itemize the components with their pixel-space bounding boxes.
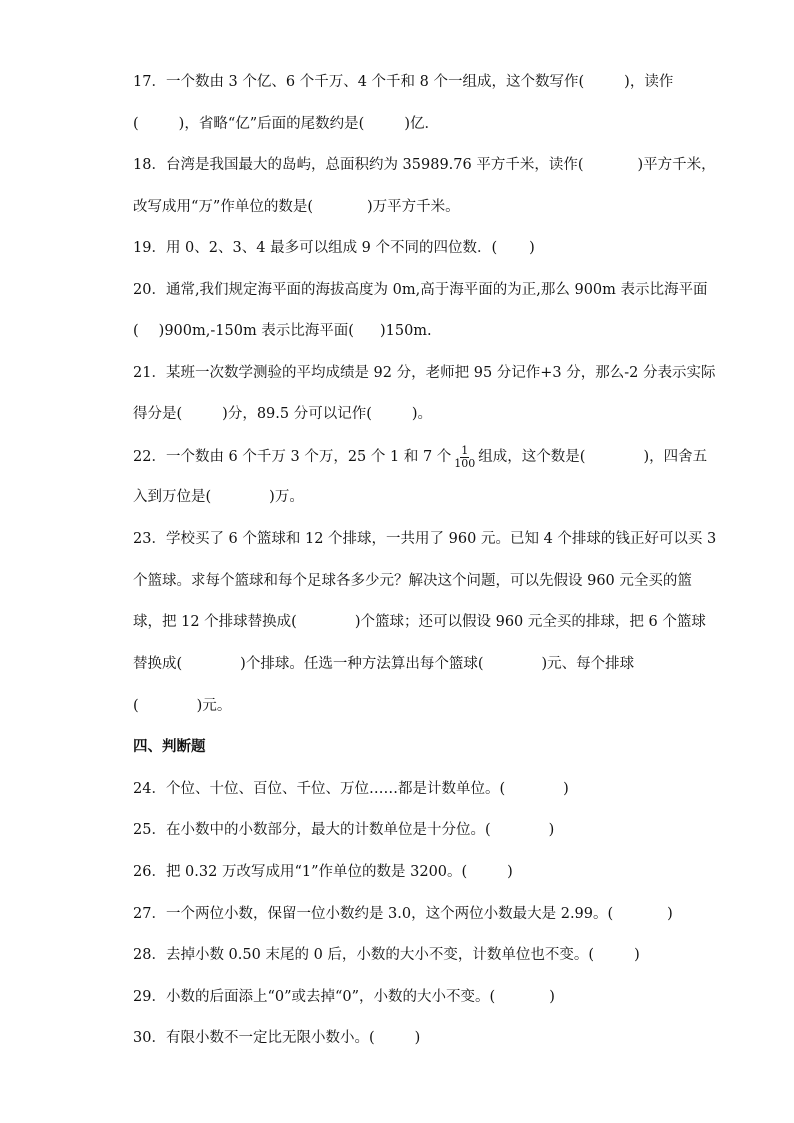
q25-text: ) xyxy=(548,822,555,838)
question-23-line-3 xyxy=(133,612,706,632)
q27-text: 27．一个两位小数，保留一位小数约是 3.0，这个两位小数最大是 2.99。( xyxy=(133,906,614,922)
fraction xyxy=(453,445,476,470)
fraction-numerator: 1 xyxy=(461,443,469,457)
question-18-line-1 xyxy=(133,155,716,175)
q23-text: )个排球。任选一种方法算出每个篮球( xyxy=(240,656,484,672)
q28-text: 28．去掉小数 0.50 末尾的 0 后，小数的大小不变，计数单位也不变。( xyxy=(133,947,595,963)
question-19 xyxy=(133,238,535,258)
q25-text: 25．在小数中的小数部分，最大的计数单位是十分位。( xyxy=(133,822,491,838)
question-25 xyxy=(133,820,554,840)
question-22-line-1 xyxy=(133,444,707,470)
q26-text: 26．把 0.32 万改写成用“1”作单位的数是 3200。( xyxy=(133,864,468,880)
q22-text: 22．一个数由 6 个千万 3 个万，25 个 1 和 7 个 xyxy=(133,449,452,465)
section-heading: 四、判断题 xyxy=(133,739,206,755)
question-26 xyxy=(133,862,513,882)
q19-text: ) xyxy=(529,240,535,256)
q17-text: 17．一个数由 3 个亿、6 个千万、4 个千和 8 个一组成，这个数写作( xyxy=(133,74,585,90)
q24-text: ) xyxy=(563,781,569,797)
q23-text: )元、每个排球 xyxy=(541,656,635,672)
q21-text: )分，89.5 分可以记作( xyxy=(222,406,372,422)
q29-text: ) xyxy=(549,989,555,1005)
q29-text: 29．小数的后面添上“0”或去掉“0”，小数的大小不变。( xyxy=(133,989,496,1005)
q28-text: ) xyxy=(634,947,640,963)
q17-text: )，读作 xyxy=(624,74,674,90)
q23-text: 个篮球。求每个篮球和每个足球各多少元？解决这个问题，可以先假设 960 元全买的篮 xyxy=(133,573,692,589)
question-23-line-2 xyxy=(133,571,692,591)
q17-text: )亿． xyxy=(404,116,439,132)
question-22-line-2 xyxy=(133,487,304,507)
q21-text: 得分是( xyxy=(133,406,183,422)
q27-text: ) xyxy=(667,906,673,922)
question-23-line-5 xyxy=(133,696,231,716)
question-27 xyxy=(133,904,673,924)
question-29 xyxy=(133,987,555,1007)
question-21-line-1 xyxy=(133,363,716,383)
question-30 xyxy=(133,1028,420,1048)
q18-text: )平方千米， xyxy=(637,157,716,173)
question-23-line-1 xyxy=(133,529,716,549)
question-28 xyxy=(133,945,640,965)
question-17-line-2 xyxy=(133,114,439,134)
q22-text: )，四舍五 xyxy=(643,449,708,465)
q22-text: )万。 xyxy=(269,489,304,505)
q19-text: 19．用 0、2、3、4 最多可以组成 9 个不同的四位数．( xyxy=(133,240,498,256)
q20-text: 20．通常,我们规定海平面的海拔高度为 0m,高于海平面的为正,那么 900m 表示比海平面 xyxy=(133,282,708,298)
q17-text: )，省略“亿”后面的尾数约是( xyxy=(178,116,365,132)
q23-text: 23．学校买了 6 个篮球和 12 个排球，一共用了 960 元。已知 4 个排球的钱正好可以买 3 xyxy=(133,531,717,547)
q20-text: )900m,-150m 表示比海平面( xyxy=(158,323,354,339)
q18-text: 18．台湾是我国最大的岛屿，总面积约为 35989.76 平方千米，读作( xyxy=(133,157,584,173)
q23-text: 替换成( xyxy=(133,656,183,672)
question-24 xyxy=(133,779,569,799)
q26-text: ) xyxy=(507,864,513,880)
q22-text: 入到万位是( xyxy=(133,489,212,505)
q23-text: 球，把 12 个排球替换成( xyxy=(133,614,297,630)
q30-text: ) xyxy=(414,1030,421,1046)
question-18-line-2 xyxy=(133,197,460,217)
q20-text: ( xyxy=(133,323,139,339)
q20-text: )150m. xyxy=(379,323,432,339)
q18-text: )万平方千米。 xyxy=(366,199,460,215)
q18-text: 改写成用“万”作单位的数是( xyxy=(133,199,313,215)
q30-text: 30．有限小数不一定比无限小数小。( xyxy=(133,1030,375,1046)
q22-text: 组成，这个数是( xyxy=(478,449,586,465)
q21-text: )。 xyxy=(411,406,433,422)
q21-text: 21．某班一次数学测验的平均成绩是 92 分，老师把 95 分记作+3 分，那么-2 分表示实际 xyxy=(133,365,716,381)
question-17-line-1 xyxy=(133,72,673,92)
fraction-denominator: 100 xyxy=(454,456,476,470)
question-20-line-1 xyxy=(133,280,708,300)
q17-text: ( xyxy=(133,116,139,132)
q23-text: )元。 xyxy=(196,698,232,714)
question-23-line-4 xyxy=(133,654,634,674)
q23-text: ( xyxy=(133,698,139,714)
q24-text: 24．个位、十位、百位、千位、万位……都是计数单位。( xyxy=(133,781,506,797)
q23-text: )个篮球；还可以假设 960 元全买的排球，把 6 个篮球 xyxy=(354,614,706,630)
question-20-line-2 xyxy=(133,321,432,341)
question-21-line-2 xyxy=(133,404,432,424)
